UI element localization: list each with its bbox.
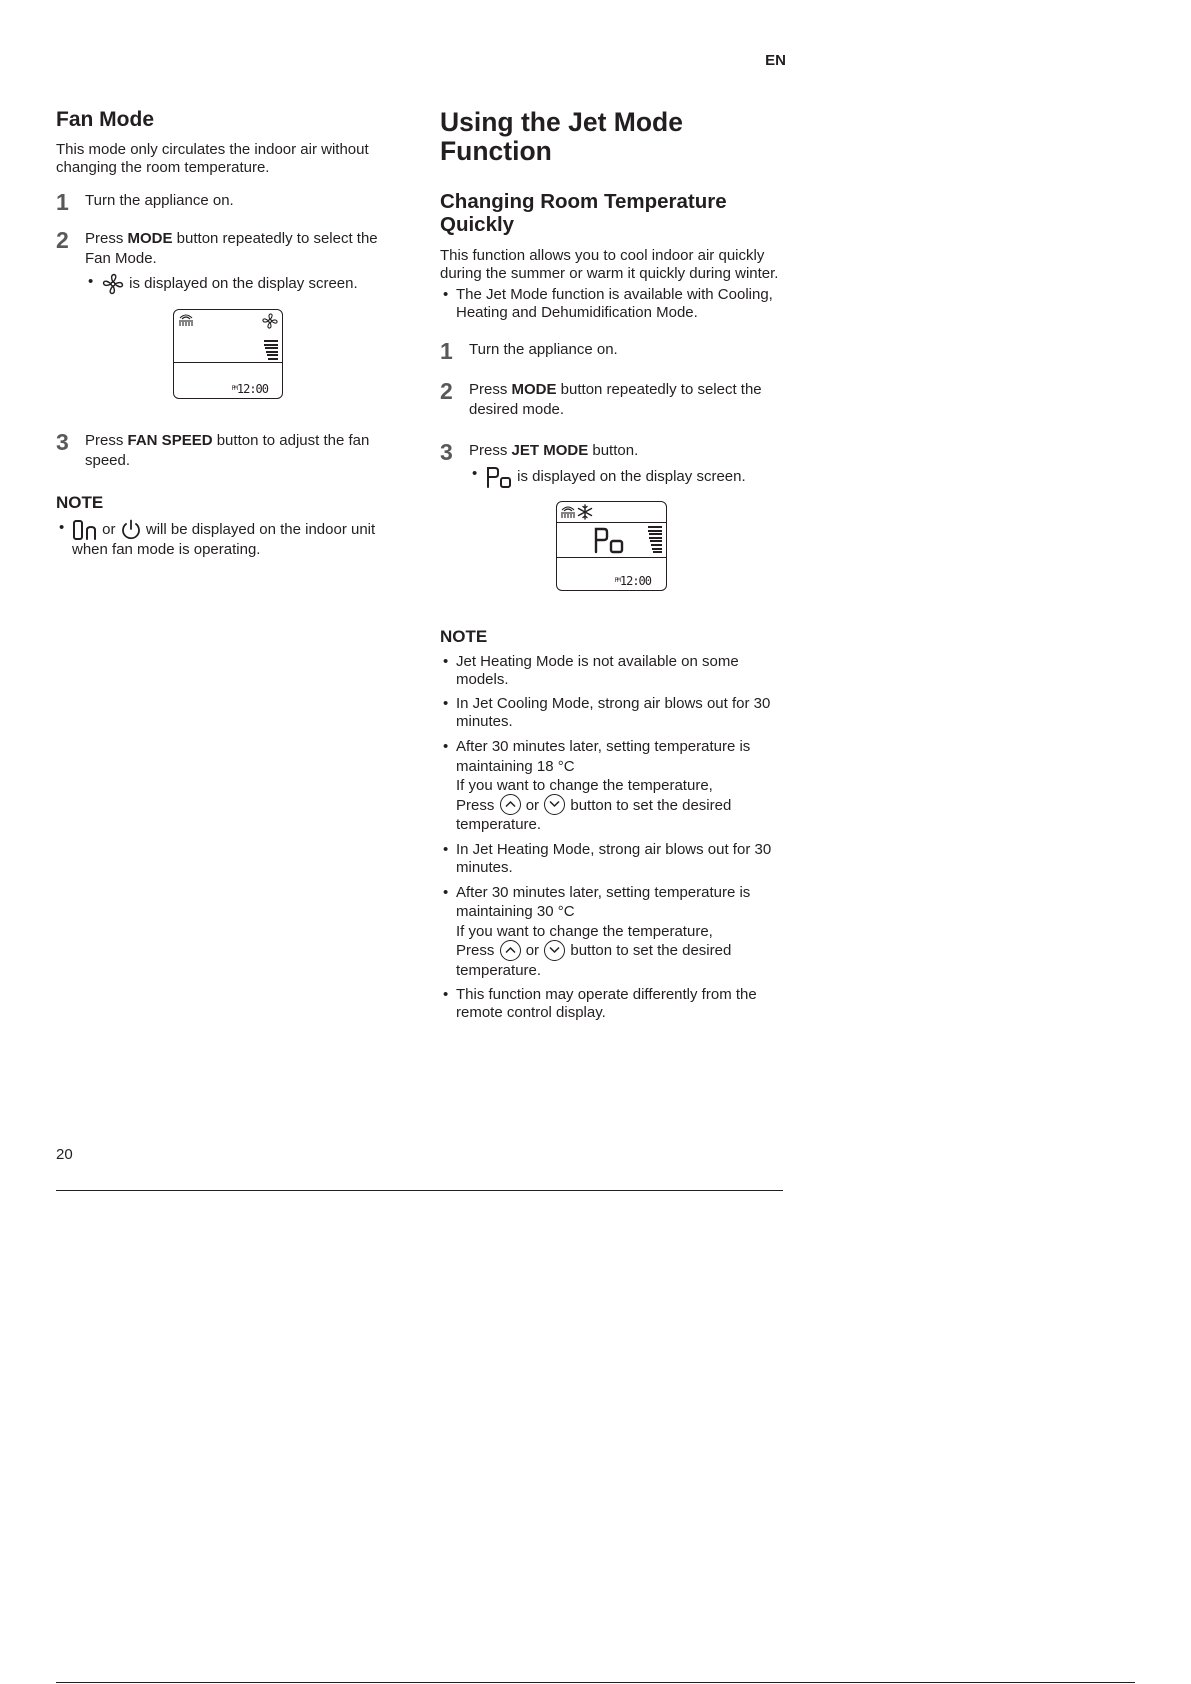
step-text-post: button repeatedly to select the desired mode. (469, 381, 762, 418)
note-item (440, 883, 792, 981)
page-number: 20 (56, 1146, 73, 1163)
jet-step-1 (440, 338, 792, 364)
indoor-unit-icon (560, 505, 576, 519)
fan-step-3 (56, 431, 394, 471)
down-button-icon (544, 940, 565, 961)
indoor-unit-icon (178, 313, 194, 327)
bullet-dot: • (443, 840, 449, 858)
lcd-clock (615, 575, 651, 587)
step-number: 3 (56, 429, 69, 455)
bullet-dot: • (443, 653, 449, 670)
step-text: Turn the appliance on. (85, 192, 234, 209)
note-press: Press (456, 796, 495, 814)
mode-button-label: MODE (511, 381, 557, 398)
note-item-text: If you want to change the temperature, (456, 922, 713, 940)
po-display-code (593, 526, 625, 554)
fan-mode-note (56, 493, 394, 559)
step-text-post: button. (588, 442, 639, 459)
clock-value: 12:00 (236, 382, 268, 396)
bullet-dot: • (443, 986, 449, 1004)
note-or: or (525, 942, 540, 960)
on-code-icon (72, 519, 98, 541)
fan-speed-button-label: FAN SPEED (127, 432, 213, 449)
note-item (440, 695, 792, 731)
jet-mode-section (440, 108, 792, 1028)
bullet-dot: • (443, 286, 449, 303)
language-label: EN (765, 52, 786, 69)
fan-display-bullet (85, 273, 394, 295)
page-bottom-rule (56, 1190, 783, 1191)
bullet-dot: • (443, 738, 449, 755)
step-text-post: button repeatedly to select the Fan Mode. (85, 230, 378, 267)
jet-mode-subtitle: Changing Room Temperature Quickly (440, 190, 727, 236)
sheet-bottom-rule (56, 1682, 1135, 1683)
clock-unit: PM (231, 385, 237, 392)
fan-step-2 (56, 229, 394, 269)
up-button-icon (500, 794, 521, 815)
note-item-text: In Jet Heating Mode, strong air blows out for 30 minutes. (456, 840, 772, 876)
clock-unit: PM (614, 577, 620, 584)
jet-mode-lcd-display (556, 501, 667, 591)
note-item (440, 653, 792, 689)
fan-mode-section (56, 108, 394, 559)
note-item-text: After 30 minutes later, setting temperature is maintaining 18 °C (456, 738, 751, 775)
jet-mode-button-label: JET MODE (511, 442, 589, 459)
note-button-suffix: button to set the desired temperature. (456, 942, 732, 979)
note-item (440, 737, 792, 835)
note-or: or (102, 520, 116, 538)
bullet-dot: • (59, 519, 65, 536)
fan-icon (101, 273, 125, 295)
fan-mode-title: Fan Mode (56, 108, 154, 131)
power-icon (120, 519, 142, 541)
jet-step-2 (440, 380, 792, 420)
jet-mode-intro: This function allows you to cool indoor air quickly during the summer or warm it quickly during winter. (440, 247, 779, 282)
note-item-text: After 30 minutes later, setting temperature is maintaining 30 °C (456, 883, 751, 921)
jet-display-bullet (469, 465, 792, 489)
note-item (440, 841, 792, 877)
fan-speed-bars (264, 340, 278, 362)
note-item (56, 519, 394, 559)
lcd-divider-top (557, 522, 666, 523)
note-item-text: In Jet Cooling Mode, strong air blows out for 30 minutes. (456, 695, 771, 730)
note-button-suffix: button to set the desired temperature. (456, 796, 732, 834)
lcd-clock (232, 383, 268, 395)
note-title: NOTE (440, 627, 488, 646)
mode-button-label: MODE (127, 230, 173, 247)
jet-mode-title: Using the Jet Mode Function (440, 107, 683, 166)
step-number: 2 (56, 227, 69, 253)
bullet-dot: • (443, 883, 449, 901)
step-text-pre: Press (469, 442, 512, 459)
availability-text: The Jet Mode function is available with Cooling, Heating and Dehumidification Mode. (456, 286, 773, 321)
fan-mode-lcd-display (173, 309, 283, 399)
lcd-divider (174, 362, 282, 363)
bullet-dot: • (472, 465, 478, 482)
up-button-icon (500, 940, 521, 961)
note-item-text: Jet Heating Mode is not available on some models. (456, 653, 739, 688)
display-note-text: is displayed on the display screen. (129, 274, 358, 292)
po-code-icon (485, 465, 513, 489)
note-item-text: This function may operate differently from the remote control display. (456, 986, 757, 1022)
note-press: Press (456, 942, 495, 960)
step-text: Turn the appliance on. (469, 341, 618, 358)
fan-mode-icon (261, 312, 279, 330)
step-number: 1 (56, 189, 69, 215)
down-button-icon (544, 794, 565, 815)
note-title: NOTE (56, 493, 104, 512)
bullet-dot: • (443, 695, 449, 712)
note-item-text: If you want to change the temperature, (456, 777, 713, 794)
fan-mode-intro: This mode only circulates the indoor air without changing the room temperature. (56, 141, 369, 176)
step-number: 2 (440, 378, 453, 404)
note-or: or (525, 796, 540, 814)
display-note-text: is displayed on the display screen. (517, 467, 746, 485)
step-text-pre: Press (85, 432, 128, 449)
jet-mode-note (440, 627, 792, 1022)
step-number: 1 (440, 338, 453, 364)
step-text-pre: Press (469, 381, 512, 398)
bullet-dot: • (88, 273, 94, 290)
note-list (440, 653, 792, 1022)
step-text-pre: Press (85, 230, 128, 247)
note-item (440, 986, 792, 1022)
note-text: will be displayed on the indoor unit when fan mode is operating. (72, 520, 376, 558)
jet-availability-bullet (440, 286, 792, 322)
fan-step-1 (56, 189, 394, 215)
step-number: 3 (440, 439, 453, 465)
fan-speed-bars (648, 526, 662, 555)
jet-step-3 (440, 439, 792, 465)
lcd-divider-bottom (557, 557, 666, 558)
cooling-snowflake-icon (577, 504, 593, 520)
clock-value: 12:00 (619, 574, 651, 588)
step-text-post: button to adjust the fan speed. (85, 432, 370, 469)
